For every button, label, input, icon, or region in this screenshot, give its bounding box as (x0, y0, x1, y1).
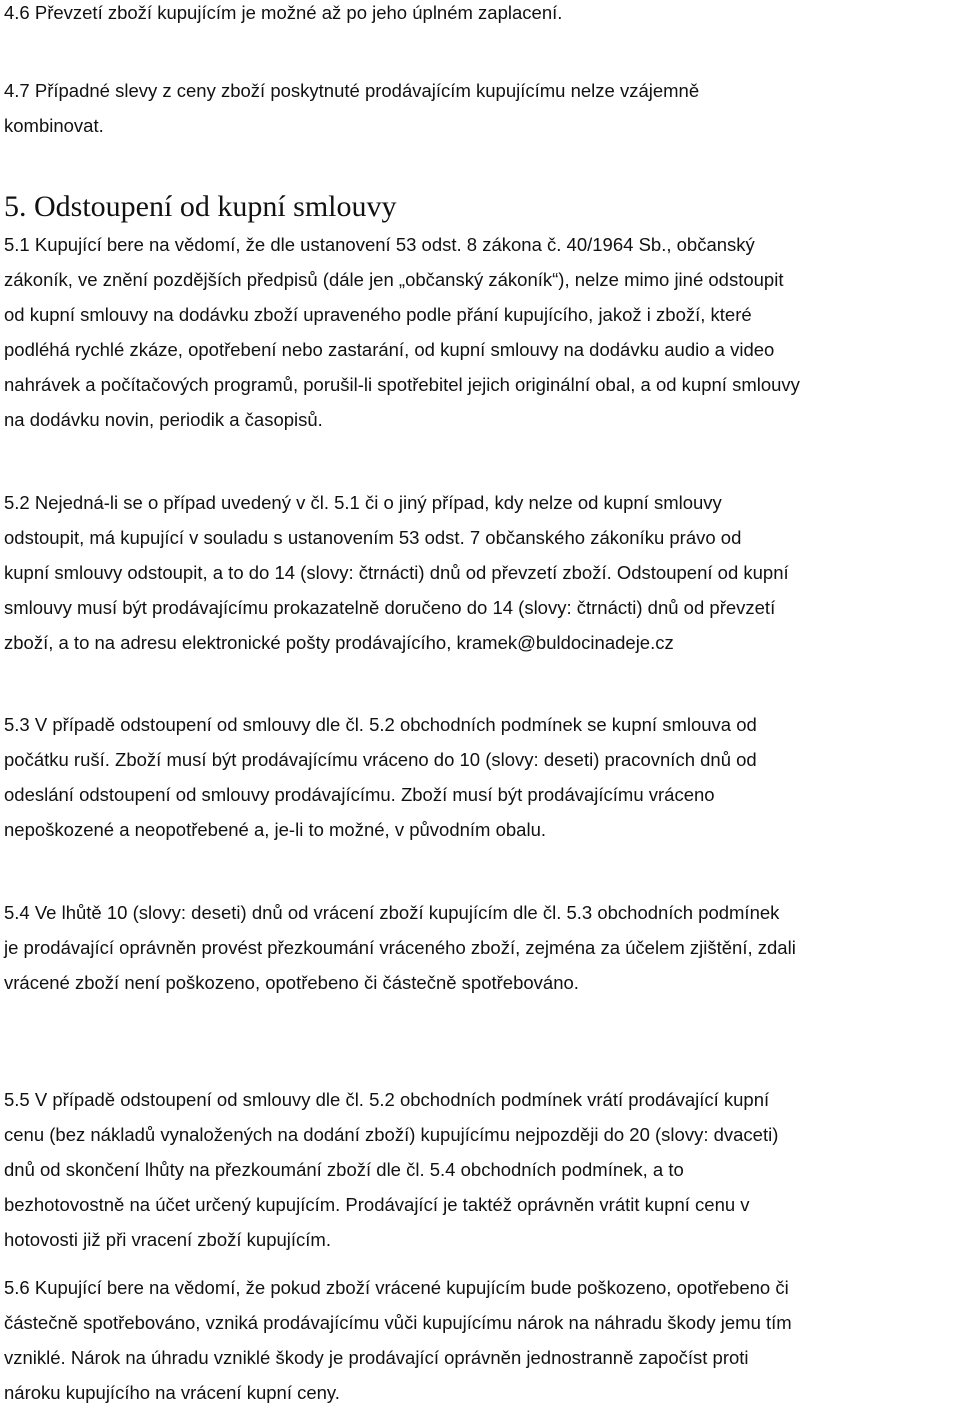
text-line: nahrávek a počítačových programů, porušil-li spotřebitel jejich originální obal, a od kupní smlouvy (4, 374, 800, 395)
text-line: vzniklé. Nárok na úhradu vzniklé škody je prodávající oprávněn jednostranně započíst proti (4, 1347, 749, 1368)
paragraph-4-6 (4, 0, 956, 30)
text-line: zákoník, ve znění pozdějších předpisů (dále jen „občanský zákoník“), nelze mimo jiné odstoupit (4, 269, 784, 290)
paragraph-5-4 (4, 895, 956, 1000)
paragraph-5-6 (4, 1270, 956, 1410)
text-line: hotovosti již při vracení zboží kupujícím. (4, 1229, 331, 1250)
text-line: dnů od skončení lhůty na přezkoumání zboží dle čl. 5.4 obchodních podmínek, a to (4, 1159, 684, 1180)
text-line: 5.4 Ve lhůtě 10 (slovy: deseti) dnů od vrácení zboží kupujícím dle čl. 5.3 obchodních podmínek (4, 902, 780, 923)
paragraph-5-1 (4, 227, 956, 437)
text-line: částečně spotřebováno, vzniká prodávajícímu vůči kupujícímu nárok na náhradu škody jemu tím (4, 1312, 792, 1333)
text-line: podléhá rychlé zkáze, opotřebení nebo zastarání, od kupní smlouvy na dodávku audio a video (4, 339, 775, 360)
text-line: 5.3 V případě odstoupení od smlouvy dle čl. 5.2 obchodních podmínek se kupní smlouva od (4, 714, 757, 735)
paragraph-4-7 (4, 73, 956, 143)
text-line: 4.7 Případné slevy z ceny zboží poskytnuté prodávajícím kupujícímu nelze vzájemně (4, 80, 700, 101)
paragraph-5-5 (4, 1082, 956, 1257)
text-line: kupní smlouvy odstoupit, a to do 14 (slovy: čtrnácti) dnů od převzetí zboží. Odstoupení od kupní (4, 562, 789, 583)
text-line: smlouvy musí být prodávajícímu prokazatelně doručeno do 14 (slovy: čtrnácti) dnů od převzetí (4, 597, 776, 618)
text-line: 5.5 V případě odstoupení od smlouvy dle čl. 5.2 obchodních podmínek vrátí prodávající kupní (4, 1089, 770, 1110)
paragraph-5-3 (4, 707, 956, 847)
text-line: kombinovat. (4, 115, 104, 136)
text-line: 5.2 Nejedná-li se o případ uvedený v čl. 5.1 či o jiný případ, kdy nelze od kupní smlouvy (4, 492, 722, 513)
paragraph-5-2 (4, 485, 956, 660)
text-line: cenu (bez nákladů vynaložených na dodání zboží) kupujícímu nejpozději do 20 (slovy: dvaceti) (4, 1124, 779, 1145)
text-line: na dodávku novin, periodik a časopisů. (4, 409, 323, 430)
text-line: odeslání odstoupení od smlouvy prodávajícímu. Zboží musí být prodávajícímu vráceno (4, 784, 715, 805)
text-line: od kupní smlouvy na dodávku zboží upraveného podle přání kupujícího, jakož i zboží, které (4, 304, 752, 325)
text-line: bezhotovostně na účet určený kupujícím. Prodávající je taktéž oprávněn vrátit kupní cenu v (4, 1194, 750, 1215)
text-line: počátku ruší. Zboží musí být prodávajícímu vráceno do 10 (slovy: deseti) pracovních dnů od (4, 749, 757, 770)
text-line: nepoškozené a neopotřebené a, je-li to možné, v původním obalu. (4, 819, 547, 840)
text-line: zboží, a to na adresu elektronické pošty prodávajícího, kramek@buldocinadeje.cz (4, 632, 674, 653)
text-line: 4.6 Převzetí zboží kupujícím je možné až po jeho úplném zaplacení. (4, 2, 563, 23)
text-line: 5.6 Kupující bere na vědomí, že pokud zboží vrácené kupujícím bude poškozeno, opotřebeno či (4, 1277, 789, 1298)
text-line: vrácené zboží není poškozeno, opotřebeno či částečně spotřebováno. (4, 972, 579, 993)
section-heading: 5. Odstoupení od kupní smlouvy (4, 190, 397, 223)
text-line: 5.1 Kupující bere na vědomí, že dle ustanovení 53 odst. 8 zákona č. 40/1964 Sb., občanský (4, 234, 755, 255)
text-line: odstoupit, má kupující v souladu s ustanovením 53 odst. 7 občanského zákoníku právo od (4, 527, 742, 548)
text-line: nároku kupujícího na vrácení kupní ceny. (4, 1382, 340, 1403)
text-line: je prodávající oprávněn provést přezkoumání vráceného zboží, zejména za účelem zjištění, zdali (4, 937, 796, 958)
